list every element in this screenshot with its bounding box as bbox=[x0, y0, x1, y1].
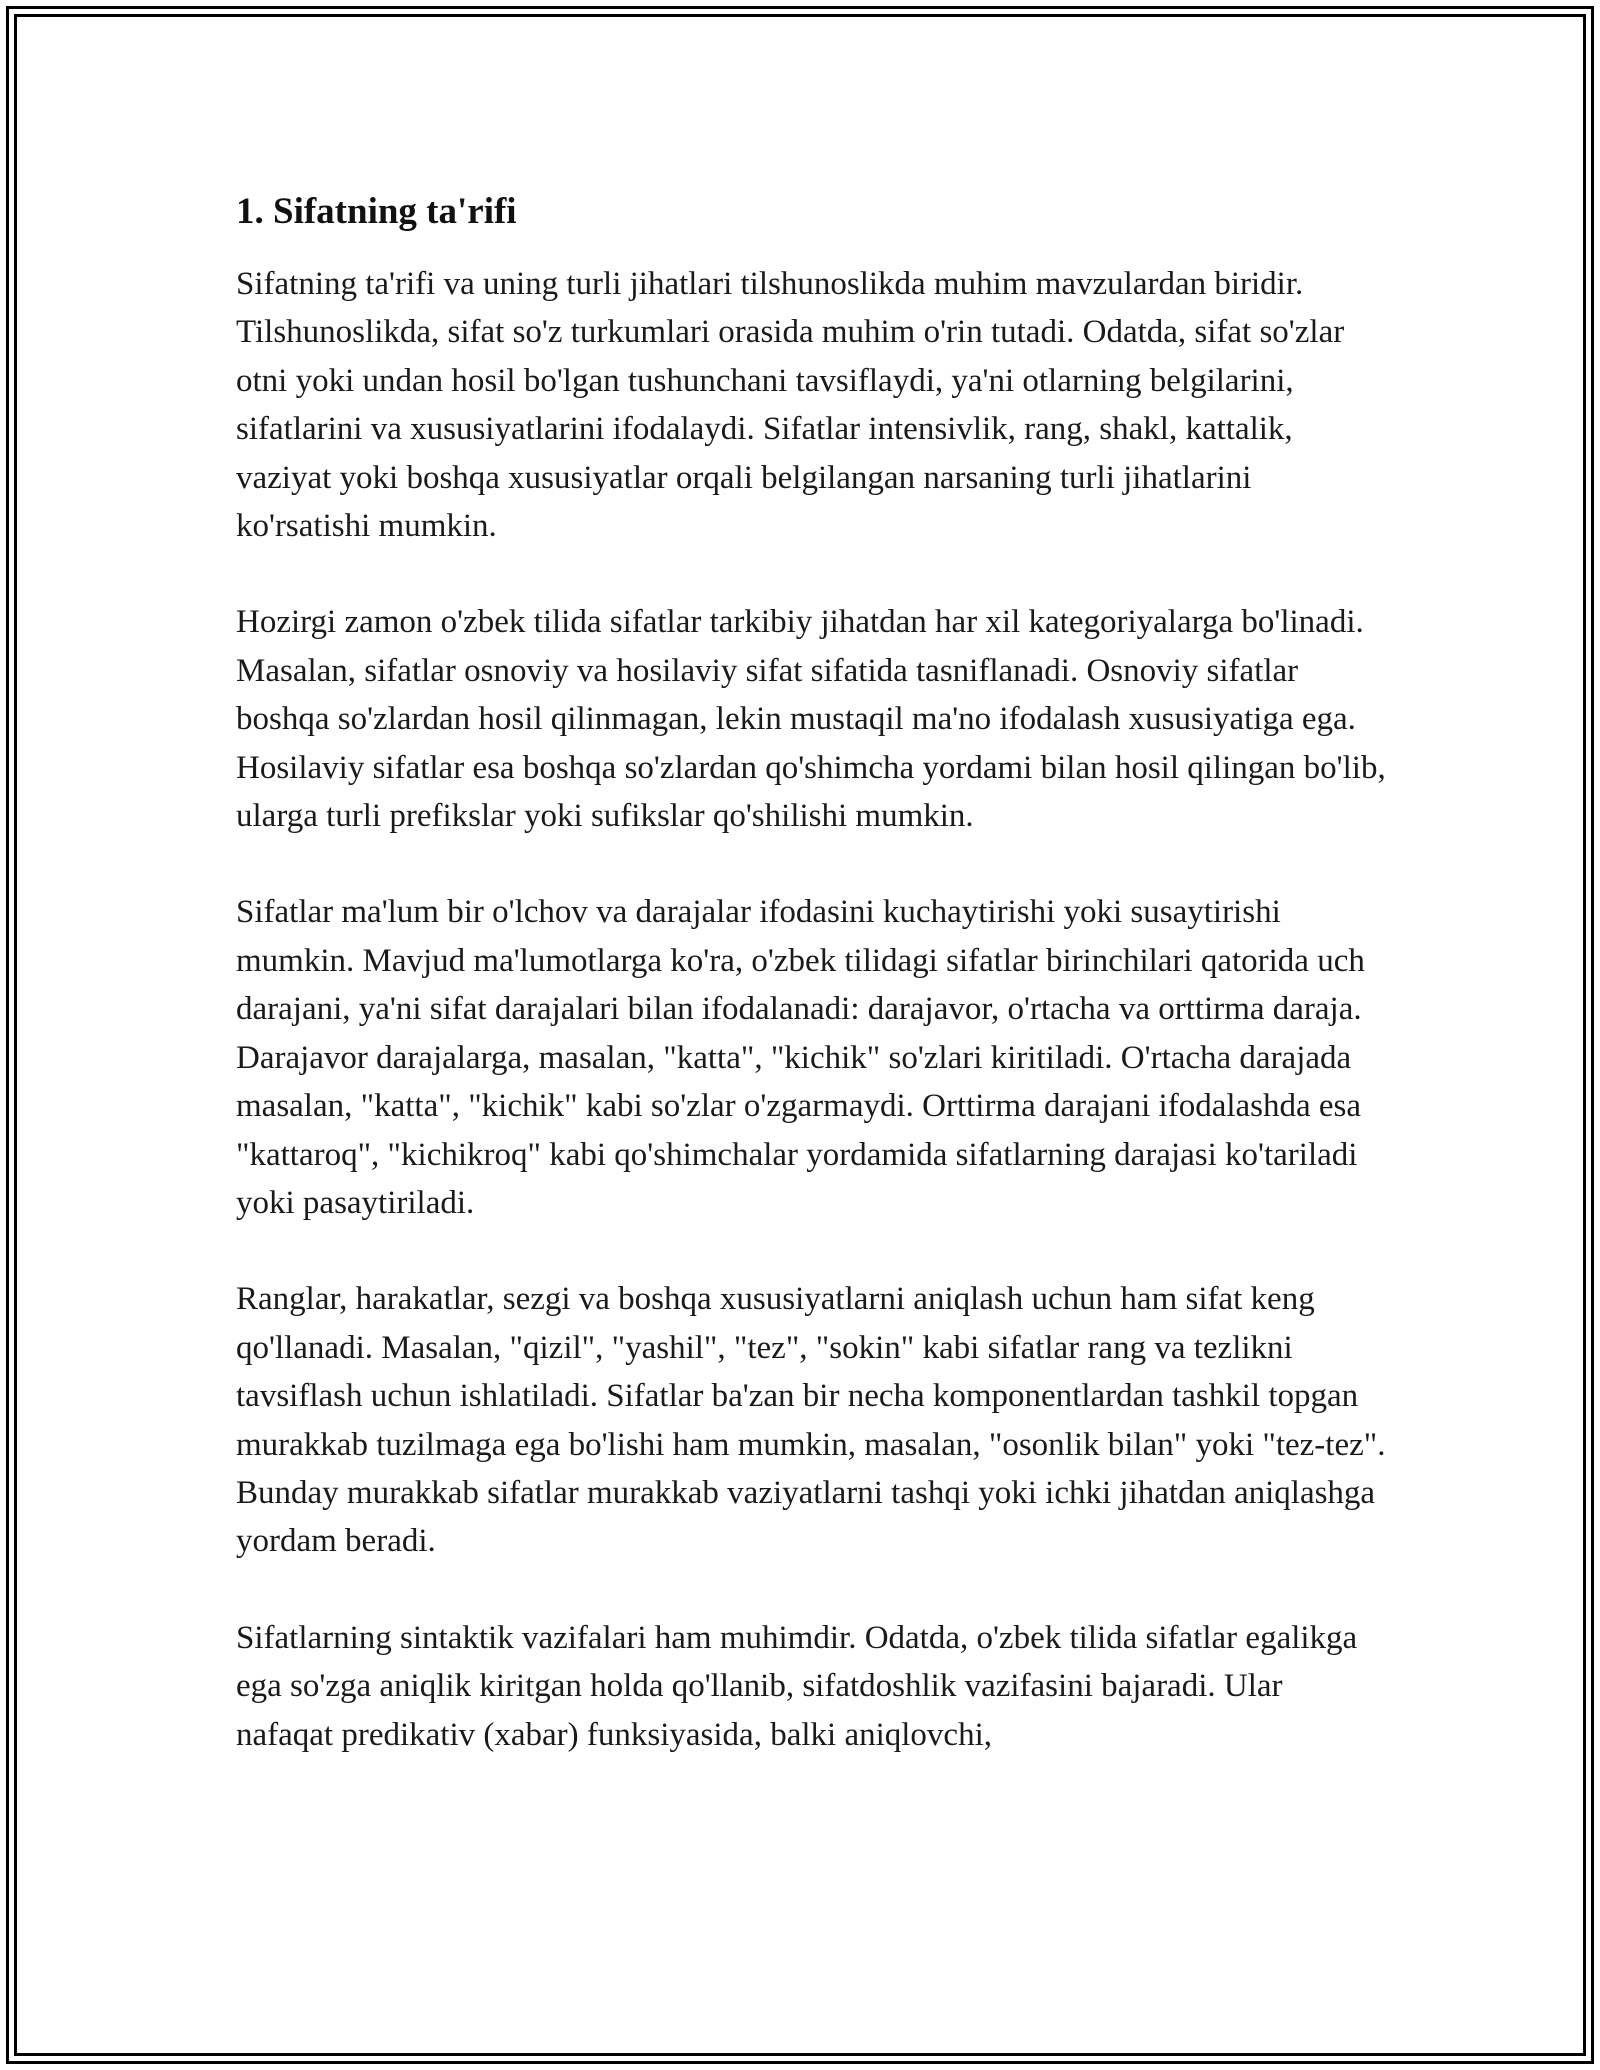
paragraph-degrees: Sifatlar ma'lum bir o'lchov va darajalar ifodasini kuchaytirishi yoki susaytirishi mumkin. Mavjud ma'lumotlarga ko'ra, o'zbek tilidagi sifatlar birinchilari qatorida uch darajani, ya'ni sifat darajalari bilan ifodalanadi: darajavor, o'rtacha va orttirma daraja. Darajavor darajalarga, masalan, "katta", "kichik" so'zlari kiritiladi. O'rtacha darajada masalan, "katta", "kichik" kabi so'zlar o'zgarmaydi. Orttirma darajani ifodalashda esa "kattaroq", "kichikroq" kabi qo'shimchalar yordamida sifatlarning darajasi ko'tariladi yoki pasaytiriladi. bbox=[236, 894, 1365, 1221]
document-body bbox=[236, 186, 1386, 1759]
paragraph-syntax: Sifatlarning sintaktik vazifalari ham muhimdir. Odatda, o'zbek tilida sifatlar egalikga ega so'zga aniqlik kiritgan holda qo'llanib, sifatdoshlik vazifasini bajaradi. Ular nafaqat predikativ (xabar) funksiyasida, balki aniqlovchi, bbox=[236, 1619, 1358, 1753]
paragraph-categories: Hozirgi zamon o'zbek tilida sifatlar tarkibiy jihatdan har xil kategoriyalarga bo'linadi. Masalan, sifatlar osnoviy va hosilaviy sifat sifatida tasniflanadi. Osnoviy sifatlar boshqa so'zlardan hosil qilinmagan, lekin mustaqil ma'no ifodalash xususiyatiga ega. Hosilaviy sifatlar esa boshqa so'zlardan qo'shimcha yordami bilan hosil qilingan bo'lib, ularga turli prefikslar yoki sufikslar qo'shilishi mumkin. bbox=[236, 604, 1386, 835]
paragraph-usage: Ranglar, harakatlar, sezgi va boshqa xususiyatlarni aniqlash uchun ham sifat keng qo'llanadi. Masalan, "qizil", "yashil", "tez", "sokin" kabi sifatlar rang va tezlikni tavsiflash uchun ishlatiladi. Sifatlar ba'zan bir necha komponentlardan tashkil topgan murakkab tuzilmaga ega bo'lishi ham mumkin, masalan, "osonlik bilan" yoki "tez-tez". Bunday murakkab sifatlar murakkab vaziyatlarni tashqi yoki ichki jihatdan aniqlashga yordam beradi. bbox=[236, 1281, 1386, 1560]
section-heading: 1. Sifatning ta'rifi bbox=[236, 191, 517, 232]
paragraph-definition: Sifatning ta'rifi va uning turli jihatlari tilshunoslikda muhim mavzulardan biridir. Tilshunoslikda, sifat so'z turkumlari orasida muhim o'rin tutadi. Odatda, sifat so'zlar otni yoki undan hosil bo'lgan tushunchani tavsiflaydi, ya'ni otlarning belgilarini, sifatlarini va xususiyatlarini ifodalaydi. Sifatlar intensivlik, rang, shakl, kattalik, vaziyat yoki boshqa xususiyatlar orqali belgilangan narsaning turli jihatlarini ko'rsatishi mumkin. bbox=[236, 266, 1345, 545]
